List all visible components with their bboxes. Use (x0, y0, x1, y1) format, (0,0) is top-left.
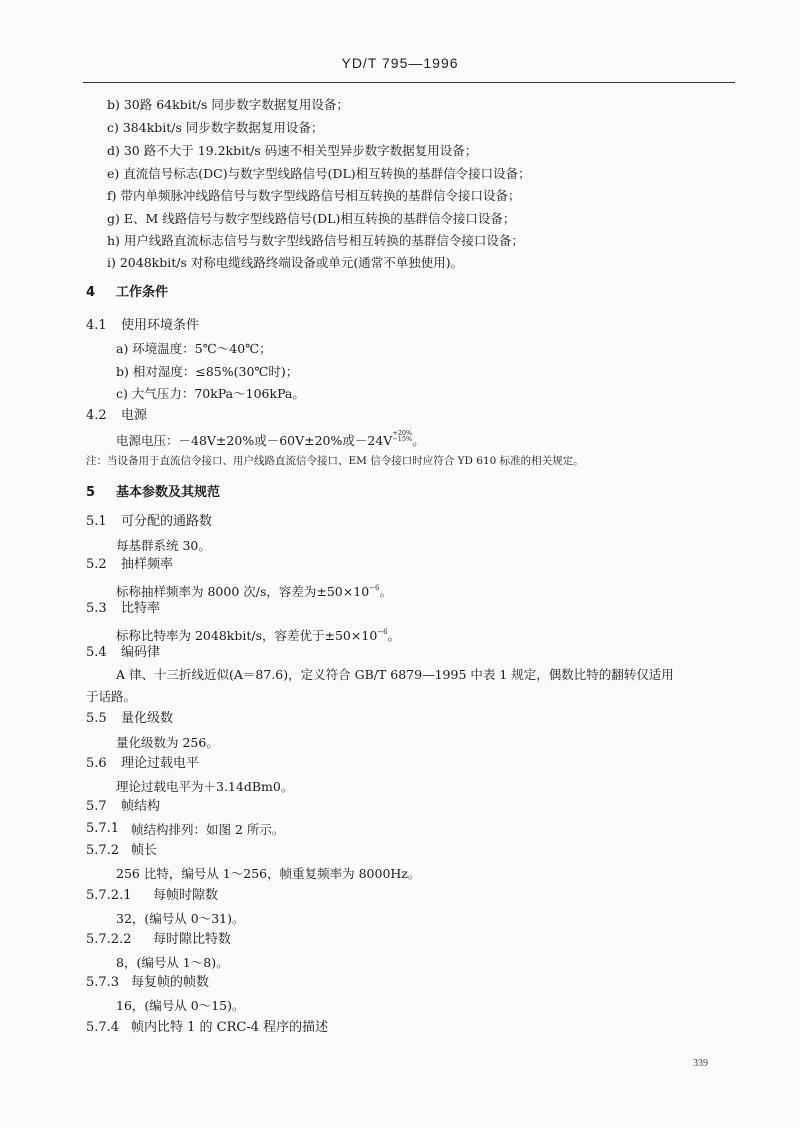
section-5-5-title: 量化级数 (121, 711, 174, 726)
voltage-tolerance (392, 430, 412, 442)
section-5-7-3-body: 16，(编号从 0～15)。 (116, 998, 245, 1013)
list-item: f) 带内单频脉冲线路信号与数字型线路信号相互转换的基群信令接口设备； (107, 188, 521, 203)
section-5-7-4-number: 5.7.4 (86, 1020, 120, 1035)
section-5-7-4-title: 帧内比特 1 的 CRC-4 程序的描述 (131, 1020, 329, 1035)
power-voltage-text: 电源电压：－48V±20%或－60V±20%或－24V (116, 433, 393, 448)
power-voltage-line (116, 430, 425, 449)
sampling-end: 。 (379, 584, 392, 599)
section-5-1-number: 5.1 (86, 514, 107, 529)
power-note: 注：当设备用于直流信令接口、用户线路直流信令接口、EM 信令接口时应符合 YD 610 标准的相关规定。 (86, 455, 584, 467)
section-5-4-title: 编码律 (121, 645, 161, 660)
section-5-7-2-number: 5.7.2 (86, 843, 120, 858)
section-5-7-2-2-number: 5.7.2.2 (86, 932, 132, 947)
section-5-6-title: 理论过载电平 (121, 756, 200, 771)
section-4-1-title: 使用环境条件 (121, 318, 200, 333)
section-5-6-body: 理论过载电平为＋3.14dBm0。 (116, 779, 294, 794)
section-4-1-number: 4.1 (86, 318, 107, 333)
section-5-2-number: 5.2 (86, 557, 107, 572)
list-item: i) 2048kbit/s 对称电缆线路终端设备或单元(通常不单独使用)。 (107, 255, 464, 270)
section-5-6-number: 5.6 (86, 756, 107, 771)
section-5-4-number: 5.4 (86, 645, 107, 660)
section-5-3-body (116, 624, 400, 644)
list-item: g) E、M 线路信号与数字型线路信号(DL)相互转换的基群信令接口设备； (107, 211, 516, 226)
section-5-5-body: 量化级数为 256。 (116, 735, 219, 750)
section-4-title: 工作条件 (116, 285, 169, 300)
list-item: h) 用户线路直流标志信号与数字型线路信号相互转换的基群信令接口设备； (107, 233, 524, 248)
condition-item: b) 相对湿度：≤85%(30℃时)； (116, 364, 299, 379)
section-5-7-2-2-title: 每时隙比特数 (153, 932, 232, 947)
sampling-exponent: −6 (369, 584, 380, 592)
section-5-3-title: 比特率 (121, 601, 161, 616)
section-5-4-body-line2: 于话路。 (86, 689, 137, 704)
section-5-1-body: 每基群系统 30。 (116, 538, 211, 553)
section-5-7-2-2-body: 8，(编号从 1～8)。 (116, 955, 229, 970)
section-5-7-3-number: 5.7.3 (86, 975, 120, 990)
section-5-number: 5 (86, 485, 96, 500)
power-voltage-end: 。 (412, 433, 425, 448)
list-item: e) 直流信号标志(DC)与数字型线路信号(DL)相互转换的基群信令接口设备； (107, 166, 531, 181)
section-5-7-title: 帧结构 (121, 799, 161, 814)
section-5-3-number: 5.3 (86, 601, 107, 616)
sampling-text: 标称抽样频率为 8000 次/s，容差为±50×10 (116, 584, 370, 599)
section-5-4-body-line1: A 律、十三折线近似(A＝87.6)，定义符合 GB/T 6879—1995 中表 1 规定，偶数比特的翻转仅适用 (116, 667, 674, 682)
section-5-2-title: 抽样频率 (121, 557, 174, 572)
section-5-7-2-title: 帧长 (131, 843, 158, 858)
section-5-7-2-body: 256 比特，编号从 1～256，帧重复频率为 8000Hz。 (116, 866, 421, 881)
tolerance-down: −15% (392, 435, 413, 443)
section-5-7-3-title: 每复帧的帧数 (131, 975, 210, 990)
list-item: d) 30 路不大于 19.2kbit/s 码速不相关型异步数字数据复用设备； (107, 143, 478, 158)
section-5-7-2-1-title: 每帧时隙数 (153, 888, 219, 903)
section-5-1-title: 可分配的通路数 (121, 514, 213, 529)
section-5-7-number: 5.7 (86, 799, 107, 814)
list-item: c) 384kbit/s 同步数字数据复用设备； (107, 120, 324, 135)
list-item: b) 30路 64kbit/s 同步数字数据复用设备； (107, 97, 349, 112)
condition-item: a) 环境温度：5℃～40℃； (116, 341, 272, 356)
header-rule (83, 82, 735, 83)
condition-item: c) 大气压力：70kPa～106kPa。 (116, 386, 305, 401)
tolerance-up: +20% (392, 429, 413, 437)
section-5-7-1-title: 帧结构排列：如图 2 所示。 (131, 822, 285, 837)
section-4-number: 4 (86, 285, 96, 300)
section-5-2-body (116, 580, 392, 600)
section-4-2-number: 4.2 (86, 408, 107, 423)
bitrate-exponent: −6 (377, 628, 388, 636)
section-4-2-title: 电源 (121, 408, 148, 423)
section-5-5-number: 5.5 (86, 711, 107, 726)
bitrate-end: 。 (387, 628, 401, 643)
section-5-7-2-1-body: 32，(编号从 0～31)。 (116, 911, 245, 926)
document-header: YD/T 795—1996 (341, 55, 459, 71)
section-5-7-1-number: 5.7.1 (86, 821, 120, 836)
section-5-title: 基本参数及其规范 (116, 485, 221, 500)
bitrate-text: 标称比特率为 2048kbit/s，容差优于±50×10 (116, 628, 378, 643)
section-5-7-2-1-number: 5.7.2.1 (86, 888, 132, 903)
page-number: 339 (693, 1058, 708, 1069)
